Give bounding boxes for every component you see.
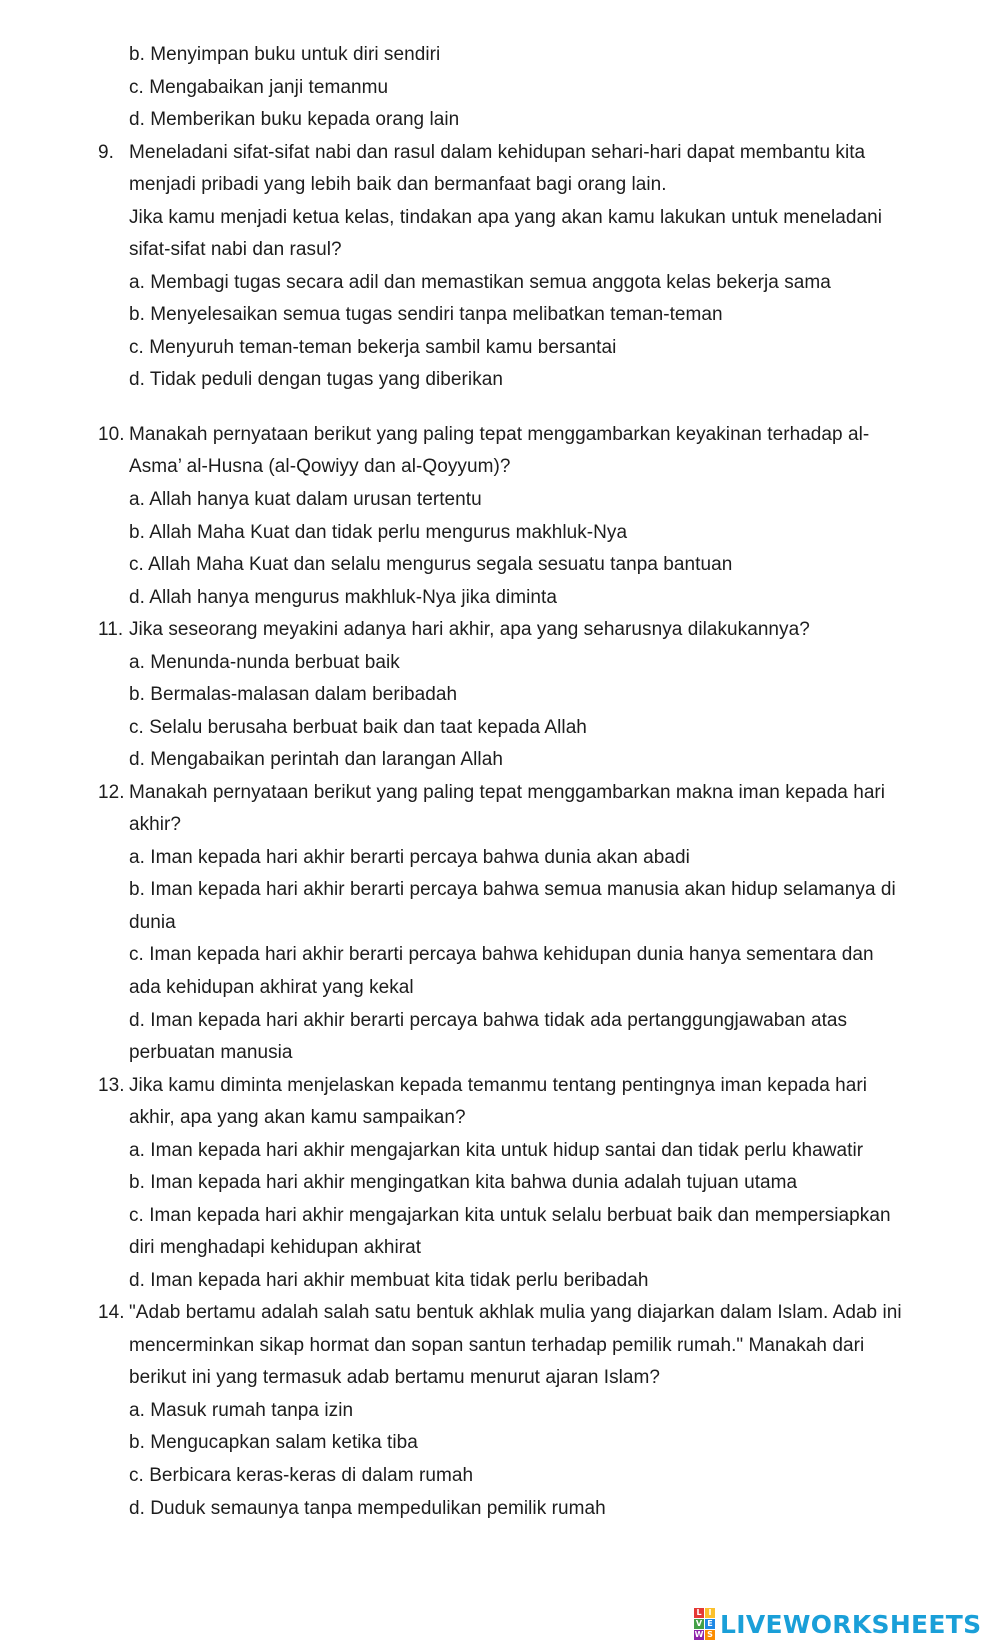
option-12-b: dunia	[129, 912, 176, 933]
question-14-text: mencerminkan sikap hormat dan sopan santun terhadap pemilik rumah." Manakah dari	[129, 1335, 865, 1356]
question-12-text: Manakah pernyataan berikut yang paling tepat menggambarkan makna iman kepada hari	[129, 782, 886, 803]
option-12-d: d. Iman kepada hari akhir berarti percaya bahwa tidak ada pertanggungjawaban atas	[129, 1010, 848, 1031]
option-13-a: a. Iman kepada hari akhir mengajarkan kita untuk hidup santai dan tidak perlu khawatir	[129, 1140, 864, 1161]
logo-tile: W	[694, 1630, 704, 1639]
question-10-text: Manakah pernyataan berikut yang paling tepat menggambarkan keyakinan terhadap al-	[129, 424, 870, 445]
question-9-text: sifat-sifat nabi dan rasul?	[129, 239, 342, 260]
option-8-d: d. Memberikan buku kepada orang lain	[129, 109, 460, 130]
logo-tile: E	[705, 1619, 715, 1629]
option-11-c: c. Selalu berusaha berbuat baik dan taat kepada Allah	[129, 717, 587, 738]
logo-tile: S	[705, 1630, 715, 1640]
liveworksheets-logo	[694, 1608, 981, 1640]
option-14-d: d. Duduk semaunya tanpa mempedulikan pemilik rumah	[129, 1498, 606, 1519]
option-14-b: b. Mengucapkan salam ketika tiba	[129, 1432, 418, 1453]
question-14-text: berikut ini yang termasuk adab bertamu menurut ajaran Islam?	[129, 1367, 661, 1388]
option-10-a: a. Allah hanya kuat dalam urusan tertentu	[129, 489, 482, 510]
question-10-number: 10.	[98, 424, 125, 445]
question-11-number: 11.	[98, 619, 124, 640]
question-12-number: 12.	[98, 782, 125, 803]
option-14-c: c. Berbicara keras-keras di dalam rumah	[129, 1465, 474, 1486]
question-11-text: Jika seseorang meyakini adanya hari akhir, apa yang seharusnya dilakukannya?	[129, 619, 810, 640]
question-9-number: 9.	[98, 142, 114, 163]
logo-tile: V	[695, 1619, 703, 1628]
option-9-d: d. Tidak peduli dengan tugas yang diberikan	[129, 369, 503, 390]
option-9-c: c. Menyuruh teman-teman bekerja sambil kamu bersantai	[129, 337, 617, 358]
option-12-d: perbuatan manusia	[129, 1042, 293, 1063]
option-8-c: c. Mengabaikan janji temanmu	[129, 77, 389, 98]
option-14-a: a. Masuk rumah tanpa izin	[129, 1400, 354, 1421]
option-10-b: b. Allah Maha Kuat dan tidak perlu mengurus makhluk-Nya	[129, 522, 628, 543]
question-9-text: Jika kamu menjadi ketua kelas, tindakan apa yang akan kamu lakukan untuk meneladani	[129, 207, 882, 228]
question-12-text: akhir?	[129, 814, 182, 835]
question-9-text: Meneladani sifat-sifat nabi dan rasul dalam kehidupan sehari-hari dapat membantu kita	[129, 142, 866, 163]
question-10-text: Asma’ al-Husna (al-Qowiyy dan al-Qoyyum)?	[129, 456, 511, 477]
option-10-d: d. Allah hanya mengurus makhluk-Nya jika diminta	[129, 587, 557, 608]
option-11-d: d. Mengabaikan perintah dan larangan Allah	[129, 749, 503, 770]
option-12-c: c. Iman kepada hari akhir berarti percaya bahwa kehidupan dunia hanya sementara dan	[129, 944, 874, 965]
option-12-b: b. Iman kepada hari akhir berarti percaya bahwa semua manusia akan hidup selamanya di	[129, 879, 896, 900]
question-13-text: akhir, apa yang akan kamu sampaikan?	[129, 1107, 466, 1128]
question-13-number: 13.	[98, 1075, 125, 1096]
option-13-c: c. Iman kepada hari akhir mengajarkan kita untuk selalu berbuat baik dan mempersiapkan	[129, 1205, 891, 1226]
option-8-b: b. Menyimpan buku untuk diri sendiri	[129, 44, 441, 65]
question-14-text: "Adab bertamu adalah salah satu bentuk akhlak mulia yang diajarkan dalam Islam. Adab ini	[129, 1302, 902, 1323]
question-9-text: menjadi pribadi yang lebih baik dan bermanfaat bagi orang lain.	[129, 174, 667, 195]
brand-name: LIVEWORKSHEETS	[720, 1609, 982, 1639]
option-11-b: b. Bermalas-malasan dalam beribadah	[129, 684, 458, 705]
question-13-text: Jika kamu diminta menjelaskan kepada temanmu tentang pentingnya iman kepada hari	[129, 1075, 868, 1096]
option-11-a: a. Menunda-nunda berbuat baik	[129, 652, 400, 673]
option-13-d: d. Iman kepada hari akhir membuat kita tidak perlu beribadah	[129, 1270, 649, 1291]
logo-tile: I	[705, 1608, 715, 1618]
liveworksheets-logo-icon	[694, 1608, 715, 1640]
option-12-c: ada kehidupan akhirat yang kekal	[129, 977, 414, 998]
option-9-b: b. Menyelesaikan semua tugas sendiri tanpa melibatkan teman-teman	[129, 304, 723, 325]
option-10-c: c. Allah Maha Kuat dan selalu mengurus segala sesuatu tanpa bantuan	[129, 554, 733, 575]
option-9-a: a. Membagi tugas secara adil dan memastikan semua anggota kelas bekerja sama	[129, 272, 831, 293]
logo-tile: L	[694, 1608, 704, 1618]
option-12-a: a. Iman kepada hari akhir berarti percaya bahwa dunia akan abadi	[129, 847, 690, 868]
question-14-number: 14.	[98, 1302, 125, 1323]
option-13-b: b. Iman kepada hari akhir mengingatkan kita bahwa dunia adalah tujuan utama	[129, 1172, 798, 1193]
option-13-c: diri menghadapi kehidupan akhirat	[129, 1237, 422, 1258]
